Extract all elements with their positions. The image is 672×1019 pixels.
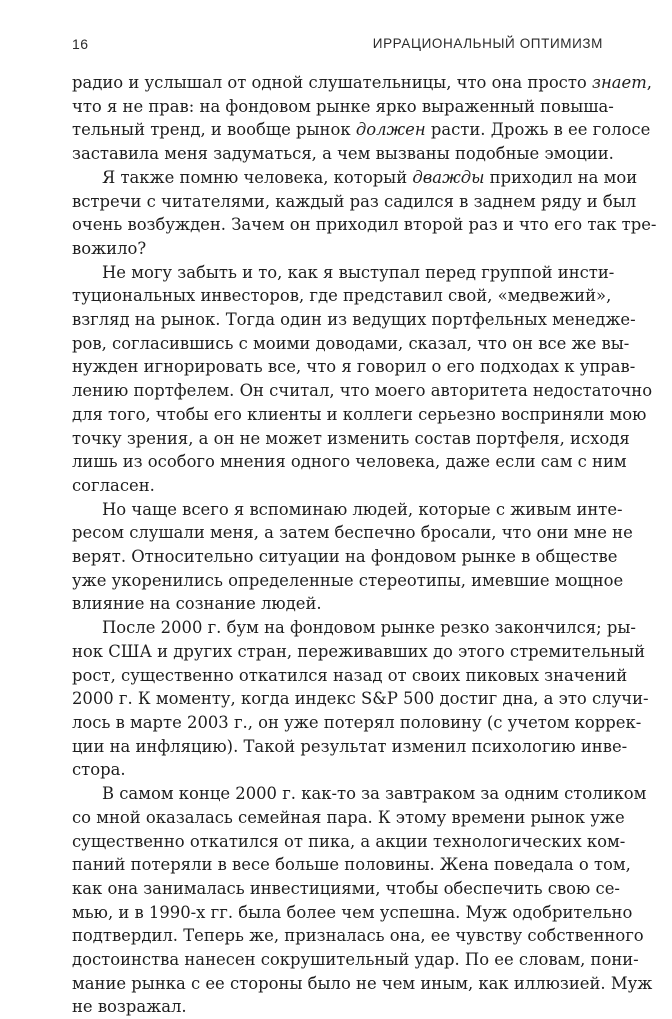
text-run: ров, согласившись с моими доводами, сказал, что он все же вы- (72, 333, 630, 353)
text-line (72, 142, 614, 166)
text-line (72, 545, 618, 569)
text-line (72, 640, 646, 664)
text-run: ресом слушали меня, а затем беспечно бросали, что они мне не (72, 523, 633, 543)
text-run: взгляд на рынок. Тогда один из ведущих портфельных менедже- (72, 310, 636, 330)
text-run: 2000 г. К моменту, когда индекс S&P 500 достиг дна, а это случи- (72, 689, 649, 709)
text-line (72, 261, 615, 285)
text-run: расти. Дрожь в ее голосе (425, 120, 651, 140)
text-run: лению портфелем. Он считал, что моего авторитета недостаточно (72, 381, 653, 401)
text-line (72, 118, 651, 142)
text-run: В самом конце 2000 г. как-то за завтраком за одним столиком (102, 784, 647, 804)
text-line (72, 924, 644, 948)
text-run: Не могу забыть и то, как я выступал перед группой инсти- (102, 262, 615, 282)
text-line (72, 95, 614, 119)
body-text (72, 71, 657, 1019)
paragraph (72, 616, 649, 782)
text-run: достоинства нанесен сокрушительный удар. По ее словам, пони- (72, 950, 639, 970)
text-run: что я не прав: на фондовом рынке ярко выраженный повыша- (72, 96, 614, 116)
text-run: как она занималась инвестициями, чтобы обеспечить свою се- (72, 878, 620, 898)
page-header (72, 36, 603, 56)
text-run: Я также помню человека, который (102, 167, 413, 187)
text-run: Но чаще всего я вспоминаю людей, которые с живым инте- (102, 499, 623, 519)
text-line (72, 901, 633, 925)
text-line (72, 592, 603, 616)
text-line (72, 830, 626, 854)
text-line (72, 687, 649, 711)
text-line (72, 190, 637, 214)
text-run: мание рынка с ее стороны было не чем иным, как иллюзией. Муж (72, 973, 653, 993)
paragraph (72, 71, 652, 166)
text-run: приходил на мои (484, 167, 638, 187)
paragraph (72, 166, 657, 261)
text-line (72, 664, 628, 688)
text-line (72, 213, 657, 237)
text-run: радио и услышал от одной слушательницы, что она просто (72, 73, 593, 92)
text-line (72, 403, 647, 427)
text-line (72, 237, 603, 261)
text-line (72, 521, 633, 545)
text-line (72, 972, 653, 996)
text-line (72, 427, 630, 451)
text-line (72, 806, 625, 830)
running-title: ИРРАЦИОНАЛЬНЫЙ ОПТИМИЗМ (372, 36, 603, 51)
text-line (72, 355, 636, 379)
text-line (72, 782, 647, 806)
text-run: лось в марте 2003 г., он уже потерял половину (с учетом коррек- (72, 712, 642, 732)
text-line (72, 71, 652, 95)
text-run: для того, чтобы его клиенты и коллеги серьезно восприняли мою (72, 404, 647, 424)
text-line (72, 735, 628, 759)
text-line (72, 711, 642, 735)
text-run: После 2000 г. бум на фондовом рынке резко закончился; ры- (102, 618, 636, 638)
text-line (72, 877, 620, 901)
text-line (72, 166, 638, 190)
italic-emphasis: дважды (412, 167, 485, 187)
text-run: влияние на сознание людей. (72, 594, 322, 614)
text-line (72, 284, 612, 308)
text-run: паний потеряли в весе больше половины. Жена поведала о том, (72, 855, 631, 875)
paragraph (72, 782, 653, 1019)
text-run: существенно откатился от пика, а акции технологических ком- (72, 831, 626, 851)
italic-emphasis: должен (355, 120, 426, 140)
paragraph (72, 498, 633, 617)
text-run: вожило? (72, 238, 147, 258)
text-run: нужден игнорировать все, что я говорил о его подходах к управ- (72, 357, 636, 377)
text-run: , (646, 73, 652, 92)
text-run: встречи с читателями, каждый раз садился в заднем ряду и был (72, 191, 637, 211)
text-run: подтвердил. Теперь же, призналась она, ее чувству собственного (72, 926, 644, 946)
text-line (72, 474, 603, 498)
text-run: верят. Относительно ситуации на фондовом рынке в обществе (72, 547, 618, 567)
text-line (72, 616, 636, 640)
text-line (72, 379, 653, 403)
text-run: не возражал. (72, 997, 187, 1017)
text-run: заставила меня задуматься, а чем вызваны подобные эмоции. (72, 144, 614, 164)
text-run: лишь из особого мнения одного человека, даже если сам с ним (72, 452, 627, 472)
text-run: стора. (72, 760, 126, 780)
page-number: 16 (72, 36, 89, 52)
italic-emphasis: знает (592, 73, 647, 92)
text-line (72, 332, 630, 356)
text-run: уже укоренились определенные стереотипы, имевшие мощное (72, 570, 624, 590)
text-line (72, 995, 603, 1019)
text-line (72, 308, 636, 332)
text-run: ции на инфляцию). Такой результат изменил психологию инве- (72, 736, 628, 756)
text-run: рост, существенно откатился назад от своих пиковых значений (72, 665, 628, 685)
text-line (72, 758, 603, 782)
text-run: со мной оказалась семейная пара. К этому времени рынок уже (72, 807, 625, 827)
text-run: мью, и в 1990-х гг. была более чем успешна. Муж одобрительно (72, 902, 633, 922)
text-line (72, 569, 624, 593)
text-run: очень возбужден. Зачем он приходил второй раз и что его так тре- (72, 215, 657, 235)
text-line (72, 948, 639, 972)
text-line (72, 450, 627, 474)
text-line (72, 498, 623, 522)
text-run: туциональных инвесторов, где представил свой, «медвежий», (72, 286, 612, 306)
text-run: нок США и других стран, переживавших до этого стремительный (72, 641, 646, 661)
text-line (72, 853, 631, 877)
text-run: согласен. (72, 475, 155, 495)
text-run: точку зрения, а он не может изменить состав портфеля, исходя (72, 428, 630, 448)
text-run: тельный тренд, и вообще рынок (72, 120, 356, 140)
paragraph (72, 261, 653, 498)
